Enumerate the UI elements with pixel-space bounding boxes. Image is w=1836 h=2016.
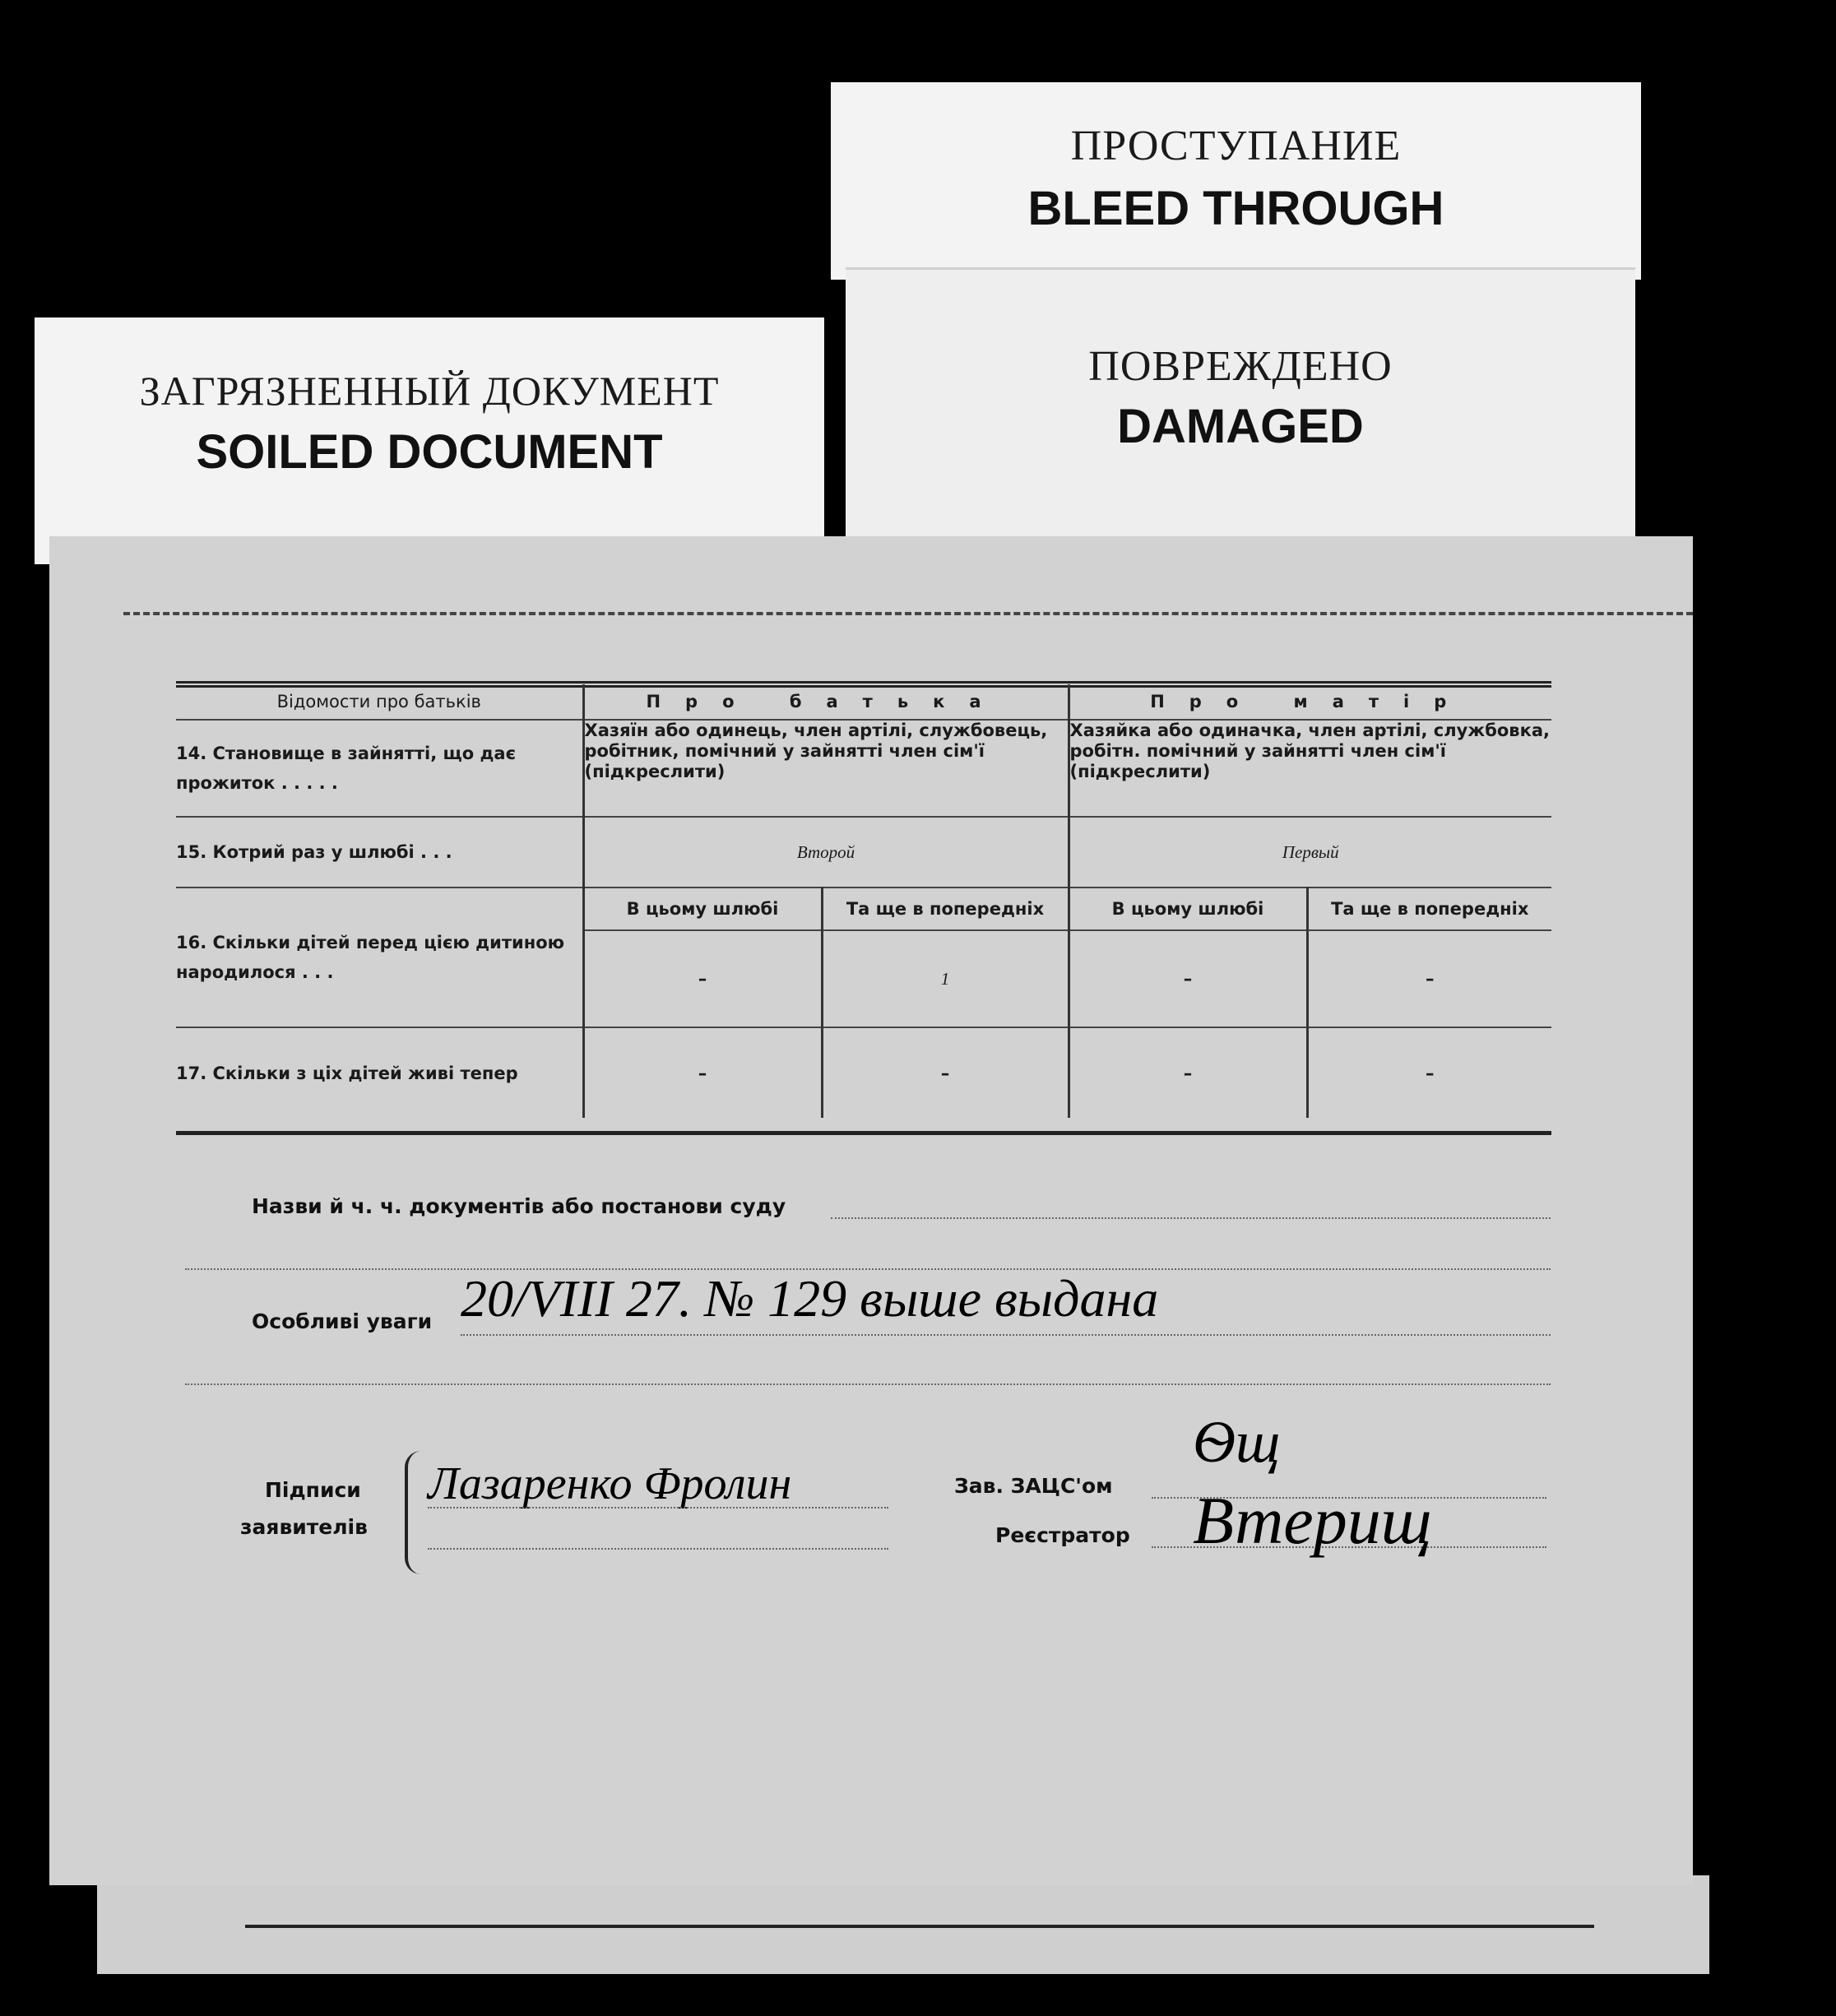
subheader-mother-this: В цьому шлюбі bbox=[1069, 888, 1307, 930]
row-14 bbox=[176, 720, 1551, 817]
row-15 bbox=[176, 817, 1551, 888]
row-17-value: – bbox=[583, 1027, 822, 1118]
head-signature-mark: Ѳщ bbox=[1193, 1409, 1281, 1475]
subheader-father-this: В цьому шлюбі bbox=[583, 888, 822, 930]
header-parents-info: Відомости про батьків bbox=[176, 684, 583, 720]
documents-line bbox=[831, 1217, 1551, 1219]
remarks-label: Особливі уваги bbox=[252, 1309, 433, 1333]
subheader-father-previous: Та ще в попередніх bbox=[822, 888, 1069, 930]
row-14-label: 14. Становище в зайнятті, що дає прожиток . . . . . bbox=[176, 720, 583, 817]
row-16-value: – bbox=[1069, 930, 1307, 1027]
row-14-father: Хазяїн або одинець, член артілі, службовець, робітник, помічний у зайнятті член сім'ї (підкреслити) bbox=[583, 720, 1069, 817]
documents-label: Назви й ч. ч. документів або постанови суду bbox=[252, 1194, 786, 1218]
remarks-line-2 bbox=[185, 1383, 1551, 1385]
row-16-value: – bbox=[1426, 969, 1435, 989]
perforation-line bbox=[123, 612, 1693, 615]
record-sheet bbox=[49, 536, 1693, 1885]
signatures-bracket bbox=[405, 1451, 424, 1574]
signatures-label-1: Підписи bbox=[265, 1478, 361, 1502]
row-15-mother-value: Первый bbox=[1282, 841, 1339, 862]
remarks-value: 20/VIII 27. № 129 выше выдана bbox=[461, 1269, 1159, 1328]
parents-info-table bbox=[176, 684, 1551, 1118]
head-label: Зав. ЗАЦС'ом bbox=[954, 1474, 1113, 1498]
registrar-label: Реєстратор bbox=[995, 1523, 1130, 1547]
damaged-en: DAMAGED bbox=[1117, 400, 1364, 453]
row-17 bbox=[176, 1027, 1551, 1118]
children-subheader-row bbox=[176, 888, 1551, 930]
damaged-card bbox=[846, 267, 1635, 574]
signatures-label-2: заявителів bbox=[240, 1515, 368, 1539]
remarks-line bbox=[461, 1334, 1551, 1336]
signature-line-1 bbox=[428, 1507, 888, 1509]
signature-line-2 bbox=[428, 1548, 888, 1550]
bleed-through-card bbox=[831, 82, 1641, 280]
row-16-value: 1 bbox=[822, 930, 1069, 1027]
row-17-label: 17. Скільки з ціх дітей живі тепер bbox=[176, 1027, 583, 1118]
row-17-value: – bbox=[1426, 1063, 1435, 1083]
header-father: Про батька bbox=[583, 684, 1069, 720]
row-16-value: – bbox=[583, 930, 822, 1027]
subheader-mother-previous: Та ще в попередніх bbox=[1331, 899, 1529, 919]
row-14-mother: Хазяйка або одиначка, член артілі, службовка, робітн. помічний у зайнятті член сім'ї (підкреслити) bbox=[1069, 721, 1550, 781]
soiled-document-ru: ЗАГРЯЗНЕННЫЙ ДОКУМЕНТ bbox=[139, 368, 720, 414]
row-17-value: – bbox=[1069, 1027, 1307, 1118]
soiled-document-en: SOILED DOCUMENT bbox=[196, 425, 663, 479]
soiled-document-card bbox=[35, 317, 824, 564]
underlying-page-edge bbox=[97, 1875, 1709, 1974]
row-16-label: 16. Скільки дітей перед цією дитиною народилося . . . bbox=[176, 888, 583, 1027]
table-header-row bbox=[176, 684, 1551, 720]
header-mother: Про матір bbox=[1150, 692, 1472, 711]
damaged-ru: ПОВРЕЖДЕНО bbox=[1088, 343, 1393, 390]
applicant-signature: Лазаренко Фролин bbox=[428, 1458, 792, 1509]
table-bottom-rule bbox=[176, 1131, 1551, 1135]
bleed-through-ru: ПРОСТУПАНИЕ bbox=[1070, 123, 1402, 169]
row-17-value: – bbox=[822, 1027, 1069, 1118]
registrar-signature: Втерищ bbox=[1193, 1483, 1432, 1558]
row-15-label: 15. Котрий раз у шлюбі . . . bbox=[176, 817, 583, 888]
bleed-through-en: BLEED THROUGH bbox=[1027, 182, 1444, 235]
row-15-father-value: Второй bbox=[583, 817, 1069, 888]
